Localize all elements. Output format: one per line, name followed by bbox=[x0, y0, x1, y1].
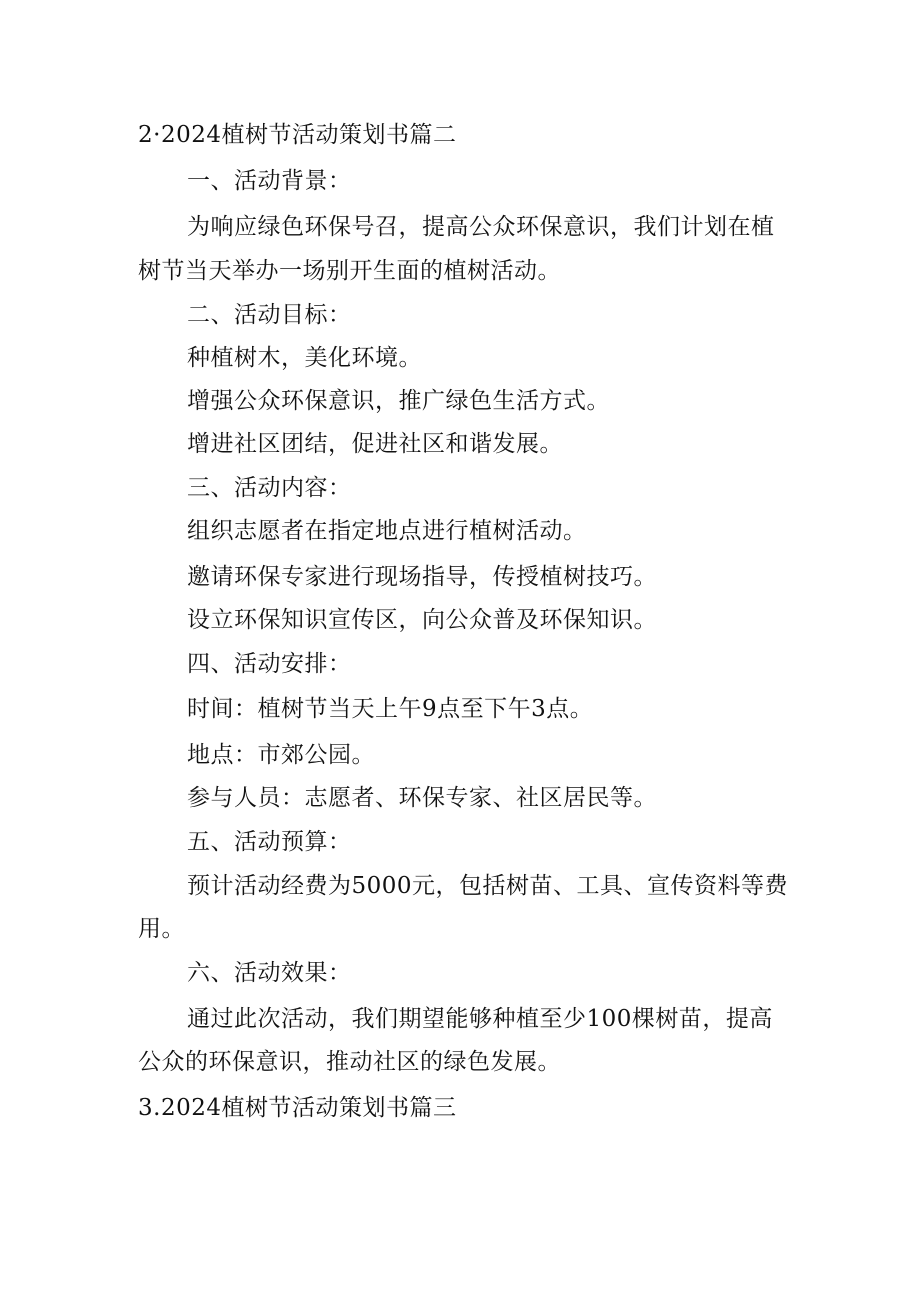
paragraph-line: 为响应绿色环保号召，提高公众环保意识，我们计划在植 bbox=[187, 214, 775, 240]
paragraph-line: 树节当天举办一场别开生面的植树活动。 bbox=[138, 258, 561, 284]
paragraph-line: 用。 bbox=[138, 916, 185, 942]
paragraph-line: 组织志愿者在指定地点进行植树活动。 bbox=[187, 518, 587, 544]
paragraph-line: 参与人员：志愿者、环保专家、社区居民等。 bbox=[187, 785, 657, 811]
section-heading: 一、活动背景： bbox=[187, 168, 352, 194]
paragraph-line: 增强公众环保意识，推广绿色生活方式。 bbox=[187, 388, 610, 414]
paragraph-line: 种植树木，美化环境。 bbox=[187, 345, 422, 371]
section-title: 3.2024植树节活动策划书篇三 bbox=[138, 1095, 457, 1121]
section-heading: 六、活动效果： bbox=[187, 960, 352, 986]
paragraph-line: 邀请环保专家进行现场指导，传授植树技巧。 bbox=[187, 564, 657, 590]
section-heading: 三、活动内容： bbox=[187, 475, 352, 501]
paragraph-line: 通过此次活动，我们期望能够种植至少100棵树苗，提高 bbox=[187, 1006, 773, 1032]
paragraph-line: 公众的环保意识，推动社区的绿色发展。 bbox=[138, 1049, 561, 1075]
paragraph-line: 增进社区团结，促进社区和谐发展。 bbox=[187, 431, 563, 457]
paragraph-line: 设立环保知识宣传区，向公众普及环保知识。 bbox=[187, 607, 657, 633]
paragraph-line: 时间：植树节当天上午9点至下午3点。 bbox=[187, 696, 594, 722]
section-title: 2·2024植树节活动策划书篇二 bbox=[138, 122, 457, 148]
paragraph-line: 地点：市郊公园。 bbox=[187, 742, 375, 768]
paragraph-line: 预计活动经费为5000元，包括树苗、工具、宣传资料等费 bbox=[187, 873, 789, 899]
section-heading: 四、活动安排： bbox=[187, 651, 352, 677]
section-heading: 二、活动目标： bbox=[187, 302, 352, 328]
section-heading: 五、活动预算： bbox=[187, 829, 352, 855]
